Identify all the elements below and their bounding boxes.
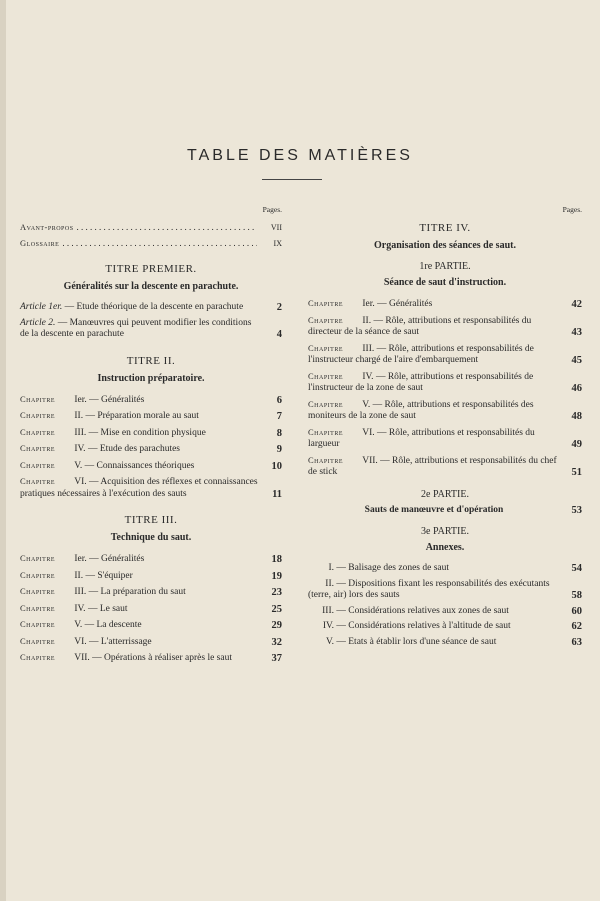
left-column (20, 205, 282, 669)
toc-entry: Chapitre V. — La descente 29 (20, 619, 282, 631)
toc-entry (20, 222, 282, 234)
pages-label: Pages. (262, 205, 282, 214)
entry-label: Avant-propos (20, 222, 74, 232)
toc-entry: Chapitre II. — Préparation morale au saut 7 (20, 410, 282, 422)
toc-entry: III. — Considérations relatives aux zones de saut 60 (322, 605, 582, 617)
entry-page: 37 (271, 653, 282, 664)
entry-page: 58 (571, 590, 582, 601)
part-heading: 1re PARTIE. (419, 261, 471, 272)
entry-page: 60 (571, 605, 582, 617)
toc-entry (20, 302, 282, 314)
toc-entry: Chapitre Ier. — Généralités 18 (20, 553, 282, 565)
entry-page: 4 (276, 329, 282, 340)
section-subtitle: Généralités sur la descente en parachute. (63, 281, 239, 292)
entry-page: 6 (276, 394, 282, 406)
entry-page: 25 (271, 603, 282, 615)
pages-label: Pages. (562, 205, 582, 214)
toc-entry: II. — Dispositions fixant les responsabilités des exécutants (terre, air) lors des sauts 58 (308, 578, 582, 601)
entry-page: 19 (271, 570, 282, 582)
entry-page: 42 (571, 299, 582, 310)
page-title: TABLE DES MATIÈRES (187, 147, 413, 164)
toc-entry (20, 238, 282, 250)
toc-entry: Chapitre VI. — L'atterrissage 32 (20, 635, 282, 648)
entry-page: 10 (271, 460, 282, 472)
entry-page: IX (273, 238, 282, 248)
part-subtitle: Séance de saut d'instruction. (383, 277, 507, 288)
toc-entry: Chapitre II. — Rôle, attributions et responsabilités du directeur de la séance de saut 43 (308, 314, 582, 338)
entry-page: 54 (571, 563, 582, 574)
entry-page: 11 (272, 488, 282, 500)
page-edge (0, 0, 6, 901)
section-heading: TITRE II. (126, 354, 176, 367)
entry-label: Glossaire (20, 237, 60, 248)
entry-page: 2 (276, 302, 282, 313)
toc-entry: Chapitre Ier. — Généralités 42 (308, 298, 582, 310)
toc-entry: Chapitre III. — Rôle, attributions et responsabilités de l'instructeur chargé de l'aire d'embarquement 45 (308, 342, 582, 366)
entry-page: 18 (271, 554, 282, 565)
toc-entry: Chapitre V. — Connaissances théoriques 10 (20, 459, 282, 472)
part-heading: 2e PARTIE. (421, 488, 469, 500)
entry-page: 48 (571, 411, 582, 422)
toc-entry: Chapitre IV. — Etude des parachutes 9 (20, 443, 282, 455)
entry-page: 51 (571, 467, 582, 478)
entry-page: 7 (276, 411, 282, 422)
entry-label: Article 2. (20, 317, 56, 328)
title-rule (262, 179, 322, 180)
entry-page: 8 (276, 427, 282, 439)
section-heading: TITRE IV. (419, 222, 471, 234)
section-heading: TITRE PREMIER. (105, 263, 197, 275)
toc-entry (20, 318, 282, 341)
toc-entry: Chapitre IV. — Rôle, attributions et responsabilités de l'instructeur de la zone de saut 46 (308, 370, 582, 394)
leader-dots (62, 238, 257, 250)
entry-page: 43 (571, 327, 582, 338)
toc-entry: IV. — Considérations relatives à l'altitude de saut 62 (322, 621, 582, 632)
right-column (308, 205, 582, 652)
toc-entry: V. — Etats à établir lors d'une séance de saut 63 (325, 636, 582, 648)
section-subtitle: Technique du saut. (110, 532, 192, 543)
toc-entry: Chapitre VII. — Opérations à réaliser après le saut 37 (20, 652, 282, 664)
entry-page: 29 (271, 620, 282, 631)
entry-text: — Etude théorique de la descente en parachute (64, 302, 244, 312)
entry-label: Article 1er. (20, 302, 63, 312)
toc-entry: Chapitre VII. — Rôle, attributions et responsabilités du chef de stick 51 (308, 454, 582, 478)
entry-page: 9 (276, 444, 282, 455)
entry-page: VII (270, 223, 282, 232)
entry-text: — Manœuvres qui peuvent modifier les conditions de la descente en parachute (20, 317, 252, 339)
entry-page: 62 (571, 621, 582, 632)
entry-text: Sauts de manœuvre et d'opération (364, 504, 504, 515)
toc-entry: Chapitre Ier. — Généralités 6 (20, 393, 282, 406)
toc-entry: Chapitre IV. — Le saut 25 (20, 602, 282, 615)
entry-page: 23 (271, 587, 282, 598)
leader-dots (77, 222, 257, 234)
section-subtitle: Organisation des séances de saut. (374, 240, 516, 251)
entry-page: 53 (571, 504, 582, 516)
toc-entry: Chapitre V. — Rôle, attributions et responsabilités des moniteurs de la zone de saut 48 (308, 398, 582, 422)
toc-entry: Chapitre II. — S'équiper 19 (20, 569, 282, 582)
section-heading: TITRE III. (124, 514, 178, 526)
entry-page: 45 (571, 355, 582, 366)
toc-entry: Chapitre VI. — Rôle, attributions et responsabilités du largueur 49 (308, 426, 582, 450)
section-subtitle: Instruction préparatoire. (97, 372, 205, 384)
toc-entry: Chapitre III. — Mise en condition physique 8 (20, 426, 282, 439)
part-heading: 3e PARTIE. (421, 526, 469, 537)
entry-page: 46 (571, 383, 582, 394)
entry-page: 63 (571, 636, 582, 648)
toc-entry: Chapitre III. — La préparation du saut 23 (20, 586, 282, 598)
toc-entry: I. — Balisage des zones de saut 54 (328, 563, 582, 574)
toc-entry (308, 505, 582, 517)
part-subtitle: Annexes. (425, 542, 465, 553)
entry-page: 32 (271, 636, 282, 648)
entry-page: 49 (571, 439, 582, 450)
toc-entry: Chapitre VI. — Acquisition des réflexes et connaissances pratiques nécessaires à l'exécution des sauts 11 (20, 476, 282, 500)
